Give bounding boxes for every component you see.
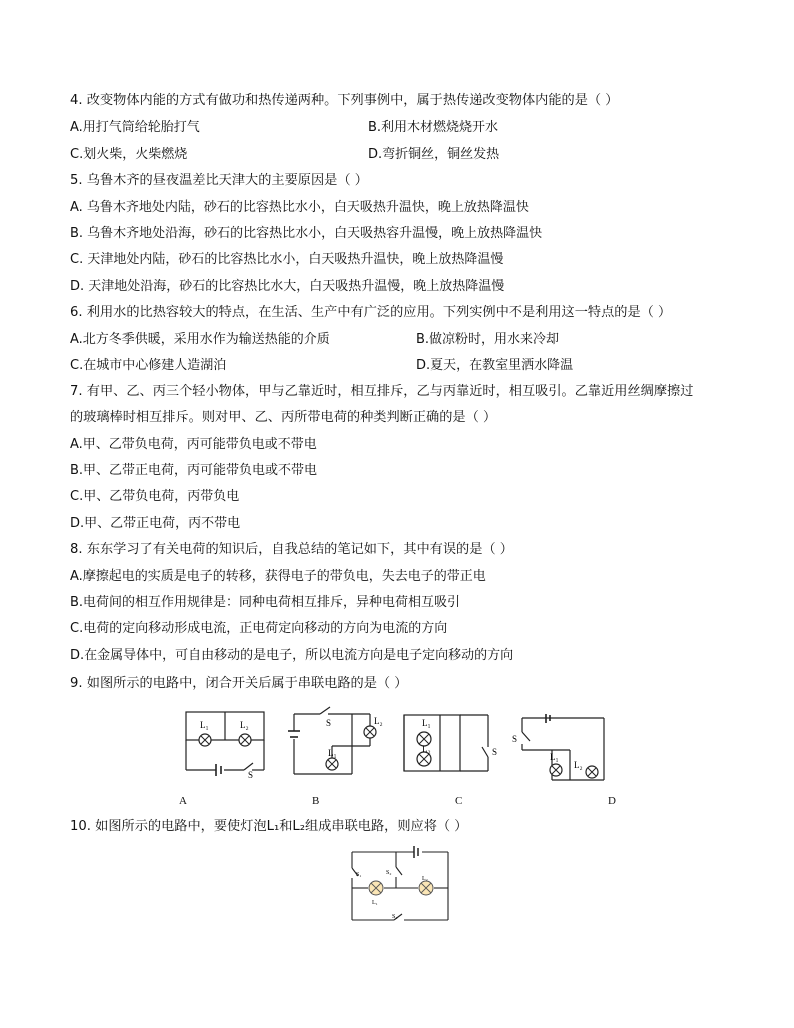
q6-stem: 6. 利用水的比热容较大的特点，在生活、生产中有广泛的应用。下列实例中不是利用这一特点的是（ ） xyxy=(70,305,672,320)
circuit-c-l2-label: L₂ xyxy=(422,744,431,754)
circuit-d-figure xyxy=(508,714,612,786)
q8-option-a: A.摩擦起电的实质是电子的转移，获得电子的带负电，失去电子的带正电 xyxy=(70,569,486,584)
q8-option-d: D.在金属导体中，可自由移动的是电子，所以电流方向是电子定向移动的方向 xyxy=(70,648,514,663)
q7-option-a: A.甲、乙带负电荷，丙可能带负电或不带电 xyxy=(70,437,317,452)
circuit-b-figure xyxy=(286,706,386,782)
circuit-c-s-label: S xyxy=(492,747,498,757)
circuit-b-l2-label: L₂ xyxy=(374,716,383,726)
circuit-a-s-label: S xyxy=(248,770,254,778)
q9-label-a: A xyxy=(179,795,187,807)
q9-label-d: D xyxy=(608,795,616,807)
q4-option-d: D.弯折铜丝，铜丝发热 xyxy=(368,147,500,162)
q4-option-b: B.利用木材燃烧烧开水 xyxy=(368,120,499,135)
q8-option-c: C.电荷的定向移动形成电流，正电荷定向移动的方向为电流的方向 xyxy=(70,621,448,636)
q6-option-d: D.夏天，在教室里洒水降温 xyxy=(416,358,574,373)
circuit-a-l1-label: L₁ xyxy=(200,720,209,730)
q6-option-b: B.做凉粉时，用水来冷却 xyxy=(416,332,560,347)
q4-option-a: A.用打气筒给轮胎打气 xyxy=(70,120,200,135)
q9-label-b: B xyxy=(312,795,320,807)
q5-option-a: A. 乌鲁木齐地处内陆，砂石的比容热比水小，白天吸热升温快，晚上放热降温快 xyxy=(70,200,529,215)
circuit-c-l1-label: L₁ xyxy=(422,718,431,728)
q6-option-c: C.在城市中心修建人造湖泊 xyxy=(70,358,227,373)
q4-stem: 4. 改变物体内能的方式有做功和热传递两种。下列事例中，属于热传递改变物体内能的是（ ） xyxy=(70,93,619,108)
q5-option-b: B. 乌鲁木齐地处沿海，砂石的比容热比水小，白天吸热容升温慢，晚上放热降温快 xyxy=(70,226,543,241)
q7-option-c: C.甲、乙带负电荷，丙带负电 xyxy=(70,489,240,504)
q5-option-d: D. 天津地处沿海，砂石的比容热比水大，白天吸热升温慢，晚上放热降温慢 xyxy=(70,279,505,294)
q8-option-b: B.电荷间的相互作用规律是：同种电荷相互排斥，异种电荷相互吸引 xyxy=(70,595,461,610)
circuit-d-l1-label: L₁ xyxy=(550,752,559,762)
q10-s3-label: S₃ xyxy=(392,914,398,920)
circuit-d-s-label: S xyxy=(512,734,518,744)
circuit-b-l1-label: L₁ xyxy=(328,748,337,758)
q10-s1-label: S₁ xyxy=(356,872,362,878)
q4-option-c: C.划火柴，火柴燃烧 xyxy=(70,147,188,162)
q10-l2-label: L₂ xyxy=(422,876,428,882)
q7-stem-line2: 的玻璃棒时相互排斥。则对甲、乙、丙所带电荷的种类判断正确的是（ ） xyxy=(70,410,497,425)
q7-option-d: D.甲、乙带正电荷，丙不带电 xyxy=(70,516,241,531)
q9-label-c: C xyxy=(455,795,463,807)
circuit-d-l2-label: L₂ xyxy=(574,760,583,770)
q6-option-a: A.北方冬季供暖，采用水作为输送热能的介质 xyxy=(70,332,330,347)
circuit-c-figure xyxy=(398,711,502,781)
circuit-a-figure xyxy=(180,706,270,778)
q5-stem: 5. 乌鲁木齐的昼夜温差比天津大的主要原因是（ ） xyxy=(70,173,368,188)
q7-option-b: B.甲、乙带正电荷，丙可能带负电或不带电 xyxy=(70,463,318,478)
q7-stem-line1: 7. 有甲、乙、丙三个轻小物体，甲与乙靠近时，相互排斥，乙与丙靠近时，相互吸引。乙靠近用丝绸摩擦过 xyxy=(70,384,694,399)
circuit-a-l2-label: L₂ xyxy=(240,720,249,730)
circuit-b-s-label: S xyxy=(326,718,332,728)
q9-stem: 9. 如图所示的电路中，闭合开关后属于串联电路的是（ ） xyxy=(70,676,408,691)
q8-stem: 8. 东东学习了有关电荷的知识后，自我总结的笔记如下，其中有误的是（ ） xyxy=(70,542,513,557)
q5-option-c: C. 天津地处内陆，砂石的比容热比水小，白天吸热升温快，晚上放热降温慢 xyxy=(70,252,504,267)
q10-l1-label: L₁ xyxy=(372,900,378,906)
q10-stem: 10. 如图所示的电路中，要使灯泡L₁和L₂组成串联电路，则应将（ ） xyxy=(70,819,468,834)
q10-s2-label: S₂ xyxy=(386,870,392,876)
circuit-q10-figure xyxy=(344,842,456,928)
